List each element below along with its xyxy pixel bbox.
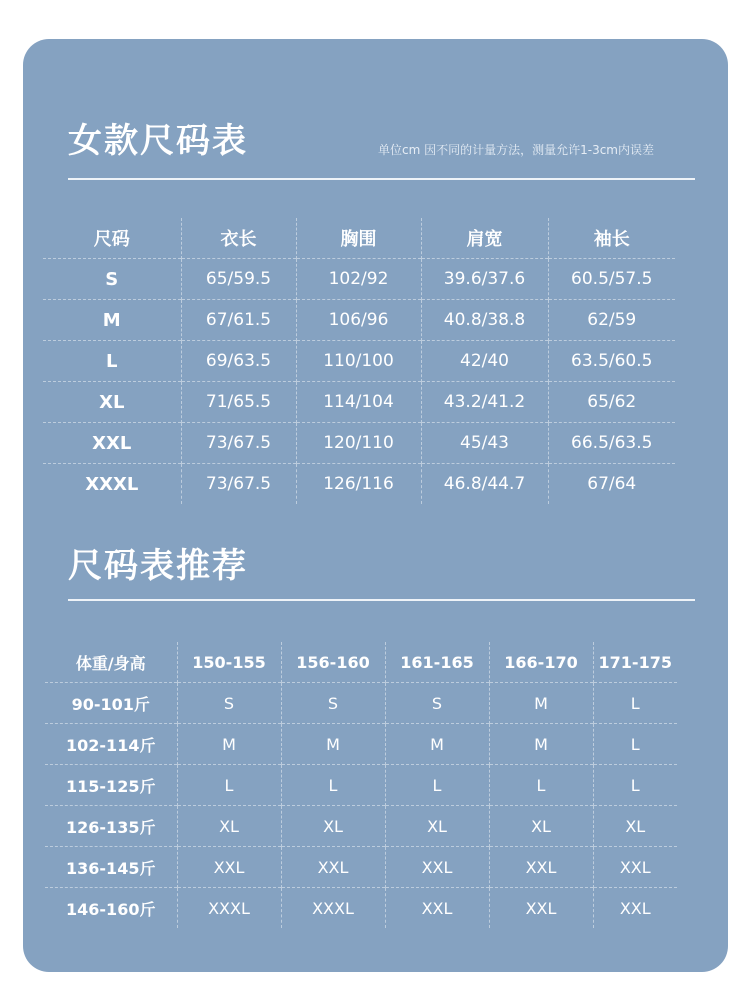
- table-cell: S: [385, 683, 489, 724]
- table-cell: 45/43: [421, 423, 548, 464]
- table-cell: XXL: [489, 888, 593, 929]
- header-size: 尺码: [93, 229, 130, 250]
- table-cell: XXL: [385, 847, 489, 888]
- table-cell: M: [177, 724, 281, 765]
- table-row: [45, 806, 677, 847]
- weight-cell: 126-135斤: [45, 806, 177, 847]
- size-cell: XXL: [43, 423, 181, 464]
- table-cell: M: [489, 683, 593, 724]
- table-cell: 73/67.5: [181, 423, 296, 464]
- header-sleeve: 袖长: [548, 218, 675, 259]
- weight-cell: 90-101斤: [45, 683, 177, 724]
- header-length: 衣长: [181, 218, 296, 259]
- table-row: [45, 765, 677, 806]
- table-cell: XXL: [593, 888, 677, 929]
- table-cell: XL: [385, 806, 489, 847]
- table-row: [45, 888, 677, 929]
- size-cell: S: [43, 259, 181, 300]
- size-cell: M: [43, 300, 181, 341]
- table-header-row: [45, 642, 677, 683]
- table-cell: 67/61.5: [181, 300, 296, 341]
- table-cell: L: [385, 765, 489, 806]
- table-cell: 67/64: [548, 464, 675, 505]
- table-cell: L: [593, 765, 677, 806]
- table-cell: 106/96: [296, 300, 421, 341]
- table-row: [43, 341, 675, 382]
- table-cell: 110/100: [296, 341, 421, 382]
- size-cell: XL: [43, 382, 181, 423]
- table-row: [43, 300, 675, 341]
- recommendation-title: 尺码表推荐: [68, 546, 248, 586]
- table-cell: 120/110: [296, 423, 421, 464]
- header-height-range: 166-170: [489, 642, 593, 683]
- table-cell: S: [177, 683, 281, 724]
- header-height-range: 171-175: [593, 642, 677, 683]
- table-cell: XXL: [177, 847, 281, 888]
- header-height-range: 156-160: [281, 642, 385, 683]
- table-row: [43, 423, 675, 464]
- table-cell: M: [281, 724, 385, 765]
- table-row: [45, 683, 677, 724]
- header-height-range: 150-155: [177, 642, 281, 683]
- table-cell: L: [489, 765, 593, 806]
- table-cell: XXL: [281, 847, 385, 888]
- table-cell: L: [281, 765, 385, 806]
- weight-cell: 102-114斤: [45, 724, 177, 765]
- table-cell: S: [281, 683, 385, 724]
- table-cell: L: [177, 765, 281, 806]
- table-row: [43, 382, 675, 423]
- table-cell: M: [385, 724, 489, 765]
- table-cell: 69/63.5: [181, 341, 296, 382]
- table-cell: XXL: [385, 888, 489, 929]
- measurement-note: 单位cm 因不同的计量方法，测量允许1-3cm内误差: [378, 143, 654, 157]
- table-cell: 62/59: [548, 300, 675, 341]
- header-shoulder: 肩宽: [421, 218, 548, 259]
- table-cell: XL: [593, 806, 677, 847]
- table-row: [45, 847, 677, 888]
- table-cell: XL: [177, 806, 281, 847]
- table-row: [43, 259, 675, 300]
- weight-cell: 115-125斤: [45, 765, 177, 806]
- table-cell: L: [593, 724, 677, 765]
- table-cell: L: [593, 683, 677, 724]
- table-cell: XL: [281, 806, 385, 847]
- table-cell: 65/62: [548, 382, 675, 423]
- table-cell: XXXL: [281, 888, 385, 929]
- table-cell: 39.6/37.6: [421, 259, 548, 300]
- table-cell: 73/67.5: [181, 464, 296, 505]
- table-cell: XXL: [489, 847, 593, 888]
- size-recommendation-table: [45, 642, 677, 928]
- table-cell: 42/40: [421, 341, 548, 382]
- table-cell: M: [489, 724, 593, 765]
- recommendation-divider: [68, 599, 695, 601]
- table-cell: 40.8/38.8: [421, 300, 548, 341]
- table-cell: XL: [489, 806, 593, 847]
- size-chart-title: 女款尺码表: [68, 121, 248, 161]
- table-cell: 63.5/60.5: [548, 341, 675, 382]
- header-height-range: 161-165: [385, 642, 489, 683]
- table-row: [43, 464, 675, 505]
- weight-cell: 146-160斤: [45, 888, 177, 929]
- weight-cell: 136-145斤: [45, 847, 177, 888]
- table-cell: XXXL: [177, 888, 281, 929]
- table-cell: 71/65.5: [181, 382, 296, 423]
- title-divider: [68, 178, 695, 180]
- table-cell: XXL: [593, 847, 677, 888]
- size-measurement-table: [43, 218, 675, 504]
- table-cell: 46.8/44.7: [421, 464, 548, 505]
- table-row: [45, 724, 677, 765]
- table-cell: 114/104: [296, 382, 421, 423]
- header-chest: 胸围: [296, 218, 421, 259]
- size-cell: XXXL: [43, 464, 181, 505]
- table-header-row: [43, 218, 675, 259]
- table-cell: 102/92: [296, 259, 421, 300]
- table-cell: 43.2/41.2: [421, 382, 548, 423]
- table-cell: 60.5/57.5: [548, 259, 675, 300]
- table-cell: 66.5/63.5: [548, 423, 675, 464]
- size-cell: L: [43, 341, 181, 382]
- table-cell: 65/59.5: [181, 259, 296, 300]
- header-weight-height: 体重/身高: [75, 653, 146, 673]
- table-cell: 126/116: [296, 464, 421, 505]
